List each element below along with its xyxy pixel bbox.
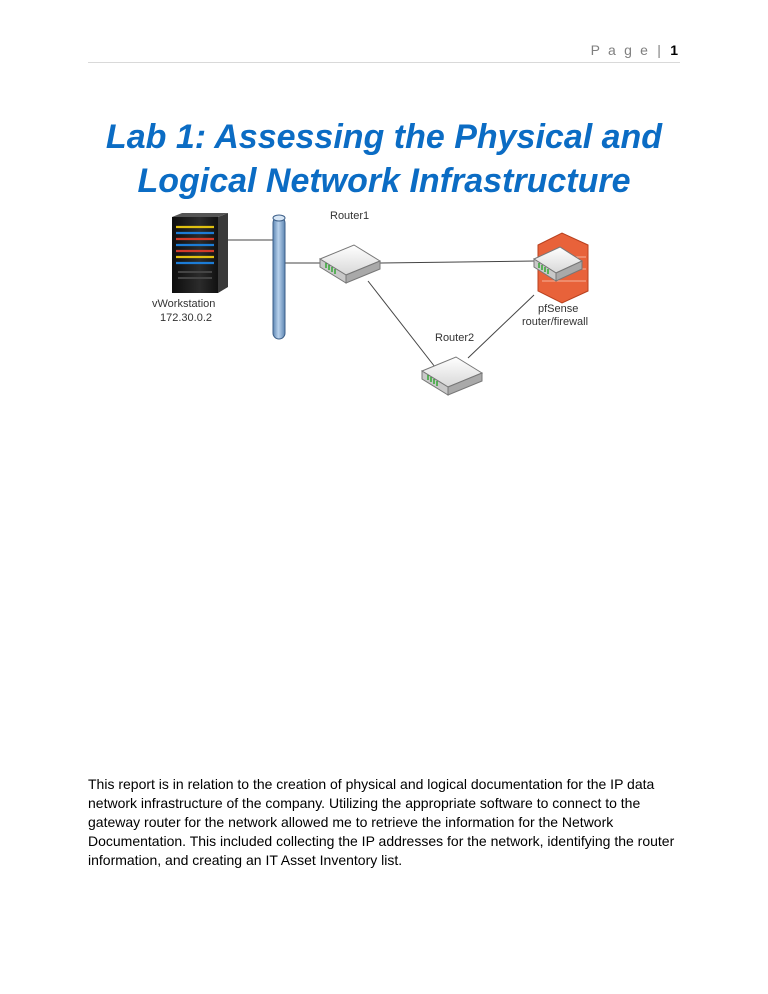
workstation-label: vWorkstation	[152, 298, 216, 310]
title-line-1: Lab 1: Assessing the Physical and	[105, 118, 663, 156]
firewall-router-icon	[534, 233, 588, 303]
title-line-2: Logical Network Infrastructure	[137, 162, 631, 200]
report-paragraph: This report is in relation to the creation of physical and logical documentation for the IP data network infrastructure of the company. Utilizing the appropriate software to connect to the gateway router for the network allowed me to retrieve the information for the Network Documentation. This included collecting the IP addresses for the network, identifying the router information, and creating an IT Asset Inventory list.	[88, 776, 675, 868]
page-separator: |	[657, 42, 664, 58]
server-tower-icon	[172, 213, 228, 293]
firewall-label-line-2: router/firewall	[522, 316, 589, 328]
page-number-value: 1	[670, 42, 678, 58]
link-router1-firewall	[378, 261, 535, 263]
router-icon	[422, 357, 482, 395]
document-title	[60, 115, 708, 203]
page-header	[88, 40, 680, 63]
workstation-ip: 172.30.0.2	[160, 312, 212, 324]
router-icon	[320, 245, 380, 283]
link-router1-router2	[368, 281, 435, 367]
network-bus-icon	[273, 215, 285, 339]
page-label: P a g e	[590, 42, 651, 58]
network-diagram	[130, 205, 600, 410]
page-number	[591, 42, 678, 58]
router1-label: Router1	[330, 210, 370, 222]
firewall-label-line-1: pfSense	[538, 303, 579, 315]
router2-label: Router2	[435, 332, 475, 344]
